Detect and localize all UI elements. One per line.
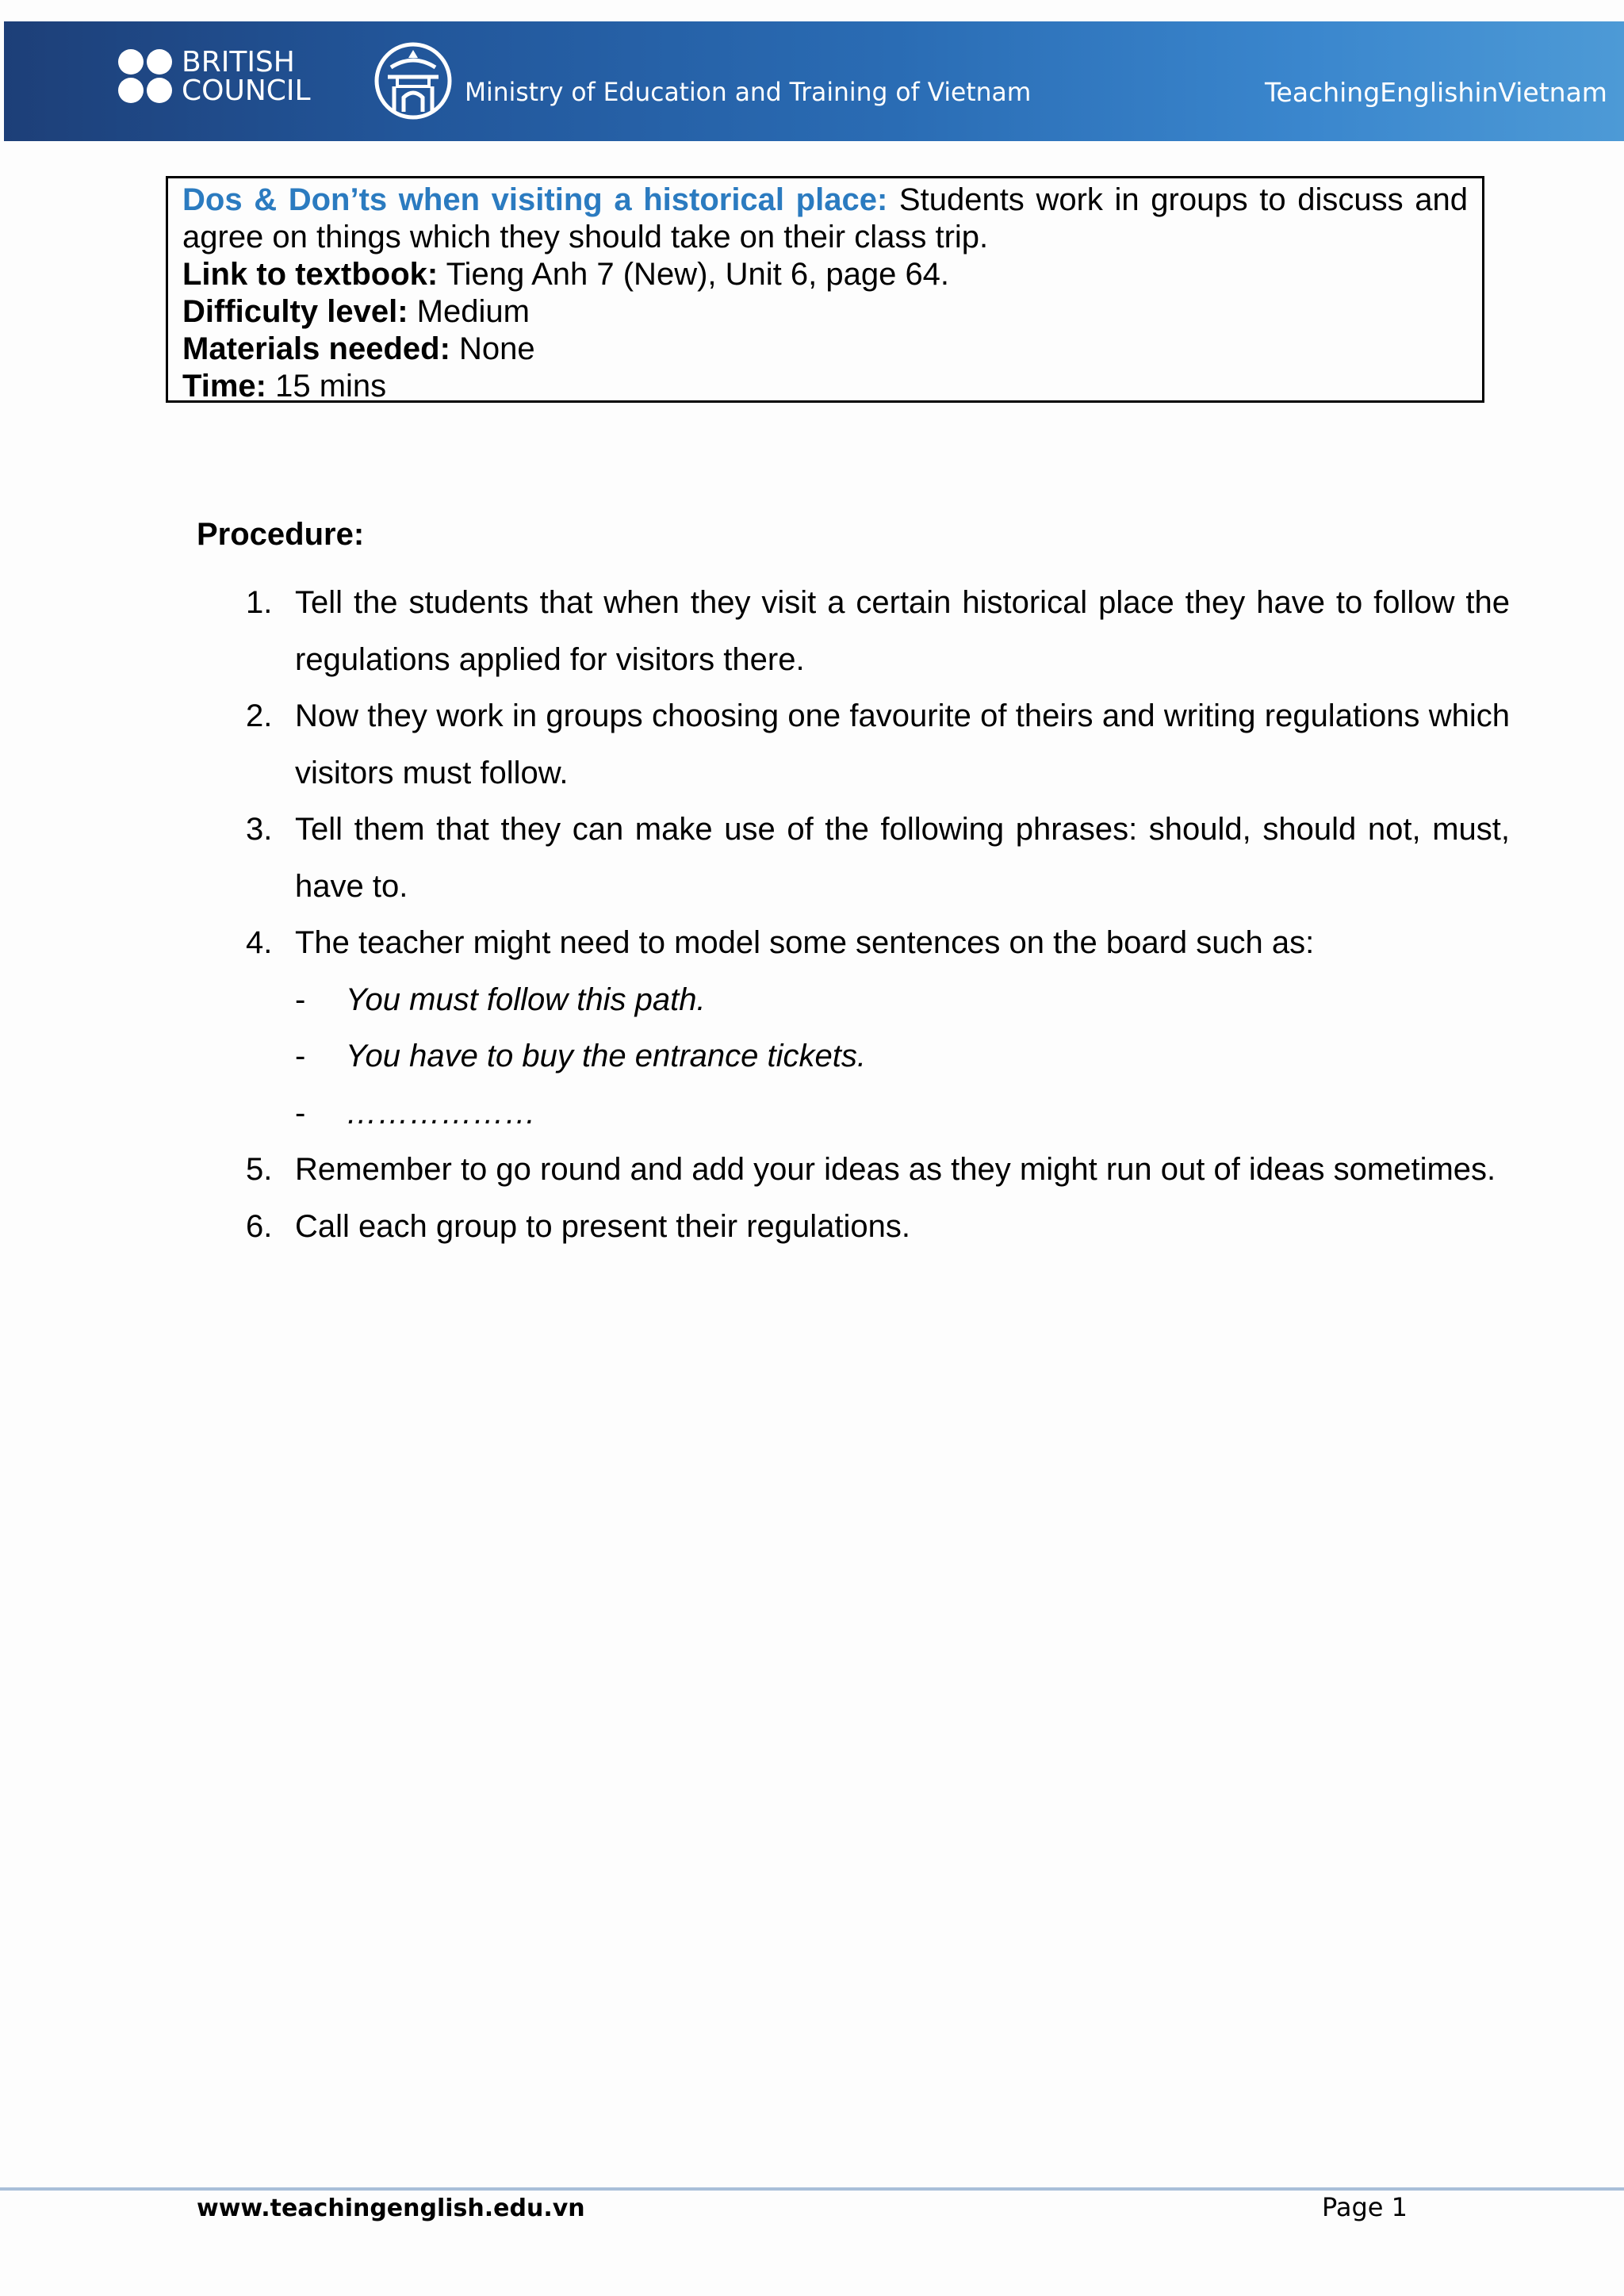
step-text: Remember to go round and add your ideas as they might run out of ideas sometimes.	[295, 1152, 1496, 1187]
example-sentence	[295, 972, 1510, 1029]
procedure-step	[197, 1199, 1510, 1256]
british-council-wordmark	[182, 48, 311, 105]
procedure-step	[197, 915, 1510, 1142]
step-number: 4.	[246, 925, 273, 960]
procedure-step	[197, 802, 1510, 915]
brand-line-2: COUNCIL	[182, 75, 311, 107]
step-text: Tell the students that when they visit a certain historical place they have to follow the regulations applied for visitors there.	[295, 585, 1510, 677]
step-number: 6.	[246, 1208, 273, 1244]
step-number: 1.	[246, 585, 273, 620]
ministry-name: Ministry of Education and Training of Vietnam	[465, 77, 1032, 107]
example-sentence	[295, 1085, 1510, 1142]
example-sentences	[295, 972, 1510, 1142]
british-council-logo	[118, 45, 311, 109]
page-number: Page 1	[1322, 2192, 1408, 2222]
step-number: 2.	[246, 698, 273, 733]
activity-title: Dos & Don’ts when visiting a historical place:	[182, 182, 888, 217]
time-row	[182, 368, 1468, 405]
header-banner	[4, 21, 1624, 141]
materials-row	[182, 331, 1468, 368]
time-label: Time:	[182, 369, 266, 404]
procedure-list	[197, 575, 1510, 1255]
difficulty-value: Medium	[408, 294, 530, 329]
difficulty-row	[182, 293, 1468, 331]
step-text: Tell them that they can make use of the following phrases: should, should not, must, have to.	[295, 812, 1510, 904]
example-dash: -	[295, 1039, 306, 1073]
example-text: ………………	[346, 1095, 536, 1131]
time-value: 15 mins	[266, 369, 387, 404]
footer-url: www.teachingenglish.edu.vn	[197, 2195, 585, 2222]
activity-info-box	[166, 176, 1484, 403]
step-number: 3.	[246, 812, 273, 847]
difficulty-label: Difficulty level:	[182, 294, 408, 329]
activity-summary	[182, 182, 1468, 256]
step-text: Call each group to present their regulations.	[295, 1208, 911, 1244]
textbook-value: Tieng Anh 7 (New), Unit 6, page 64.	[438, 257, 950, 292]
example-dash: -	[295, 982, 306, 1017]
ministry-emblem-icon	[373, 36, 453, 126]
step-text: The teacher might need to model some sentences on the board such as:	[295, 925, 1315, 960]
footer-divider	[0, 2187, 1624, 2191]
textbook-row	[182, 256, 1468, 293]
textbook-label: Link to textbook:	[182, 257, 439, 292]
activity-description: Students work in groups to discuss and agree on things which they should take on their class trip.	[182, 182, 1468, 254]
example-text: You must follow this path.	[346, 982, 706, 1017]
step-text: Now they work in groups choosing one favourite of theirs and writing regulations which visitors must follow.	[295, 698, 1510, 790]
example-sentence	[295, 1028, 1510, 1085]
example-text: You have to buy the entrance tickets.	[346, 1039, 866, 1073]
procedure-step	[197, 688, 1510, 802]
materials-label: Materials needed:	[182, 331, 450, 366]
step-number: 5.	[246, 1152, 273, 1187]
brand-line-1: BRITISH	[182, 46, 295, 78]
procedure-step	[197, 575, 1510, 688]
procedure-step	[197, 1142, 1510, 1199]
example-dash: -	[295, 1095, 306, 1131]
british-council-dots-icon	[118, 49, 174, 105]
materials-value: None	[450, 331, 535, 366]
site-tagline: TeachingEnglishinVietnam	[1265, 77, 1607, 108]
procedure-heading: Procedure:	[197, 517, 365, 552]
